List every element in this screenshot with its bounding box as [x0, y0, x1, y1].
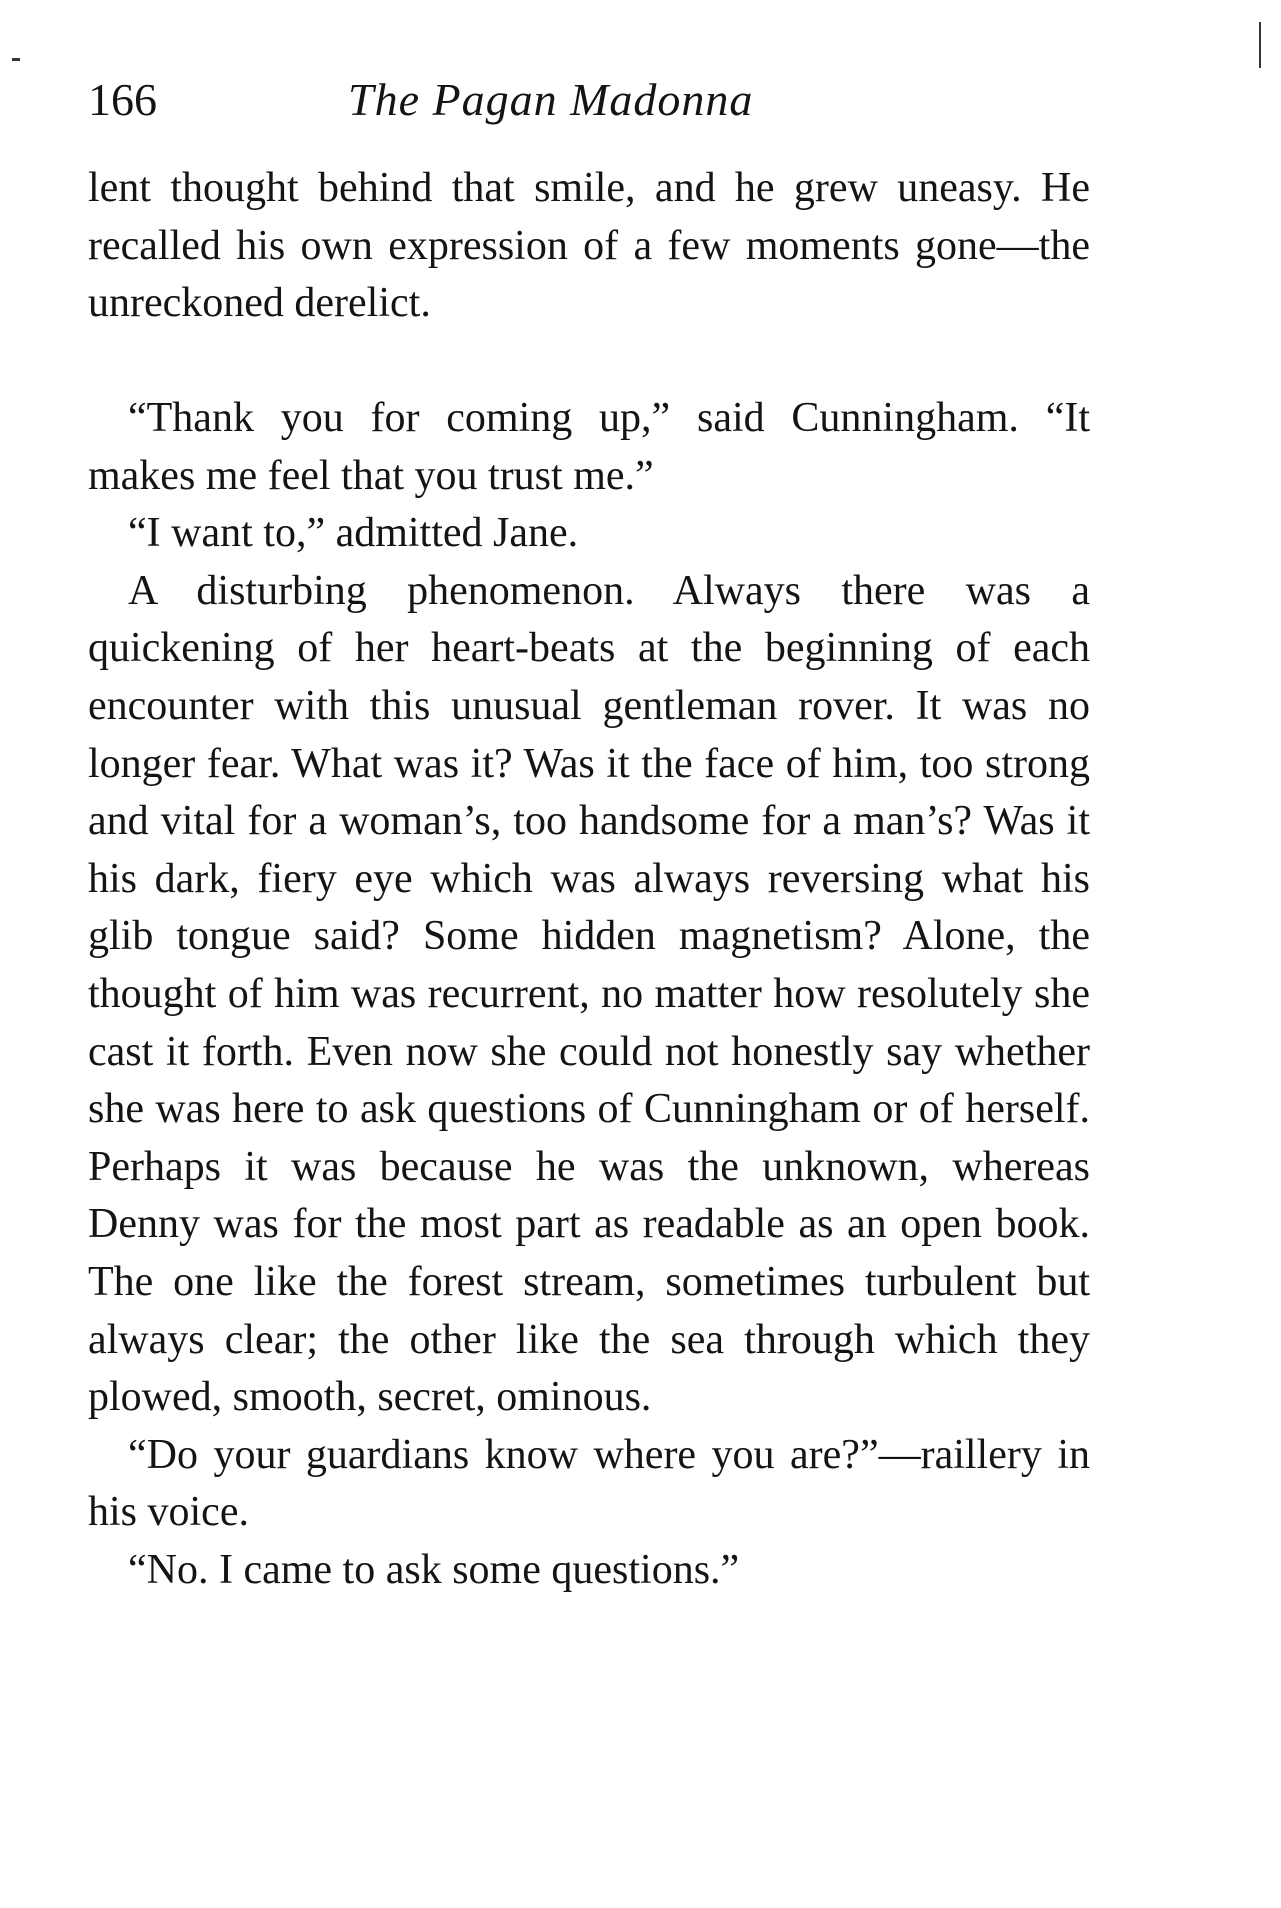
running-title: The Pagan Madonna — [348, 74, 754, 125]
paragraph-continued: lent thought behind that smile, and he grew uneasy. He recalled his own expression of a few moments gone—the unreckoned derelict. — [88, 165, 1090, 327]
page-number: 166 — [88, 74, 157, 125]
body-text — [88, 390, 1090, 1599]
paragraph-dialogue-cunningham: “Thank you for coming up,” said Cunningham. “It makes me feel that you trust me.” — [88, 395, 1090, 499]
paragraph-dialogue-questions: “No. I came to ask some questions.” — [128, 1546, 740, 1593]
paragraph-dialogue-guardians: “Do your guardians know where you are?”—raillery in his voice. — [88, 1431, 1090, 1536]
paragraph-dialogue-jane: “I want to,” admitted Jane. — [128, 510, 579, 557]
page-edge-line — [1259, 22, 1261, 68]
paragraph-narration: A disturbing phenomenon. Always there was a quickening of her heart-beats at the beginning of each encounter with this unusual gentleman rover. It was no longer fear. What was it? Was it the face of him, too strong and vital for a woman’s, too handsome for a man’s? Was it his dark, fiery eye which was always reversing what his glib tongue said? Some hidden magnetism? Alone, the thought of him was recurrent, no matter how resolutely she cast it forth. Even now she could not honestly say whether she was here to ask questions of Cunningham or of herself. Perhaps it was because he was the unknown, whereas Denny was for the most part as readable as an open book. The one like the forest stream, sometimes turbulent but always clear; the other like the sea through which they plowed, smooth, secret, ominous. — [88, 567, 1090, 1421]
page-header — [88, 70, 1098, 130]
continued-paragraph-block — [88, 160, 1090, 333]
scan-mark — [12, 58, 20, 61]
